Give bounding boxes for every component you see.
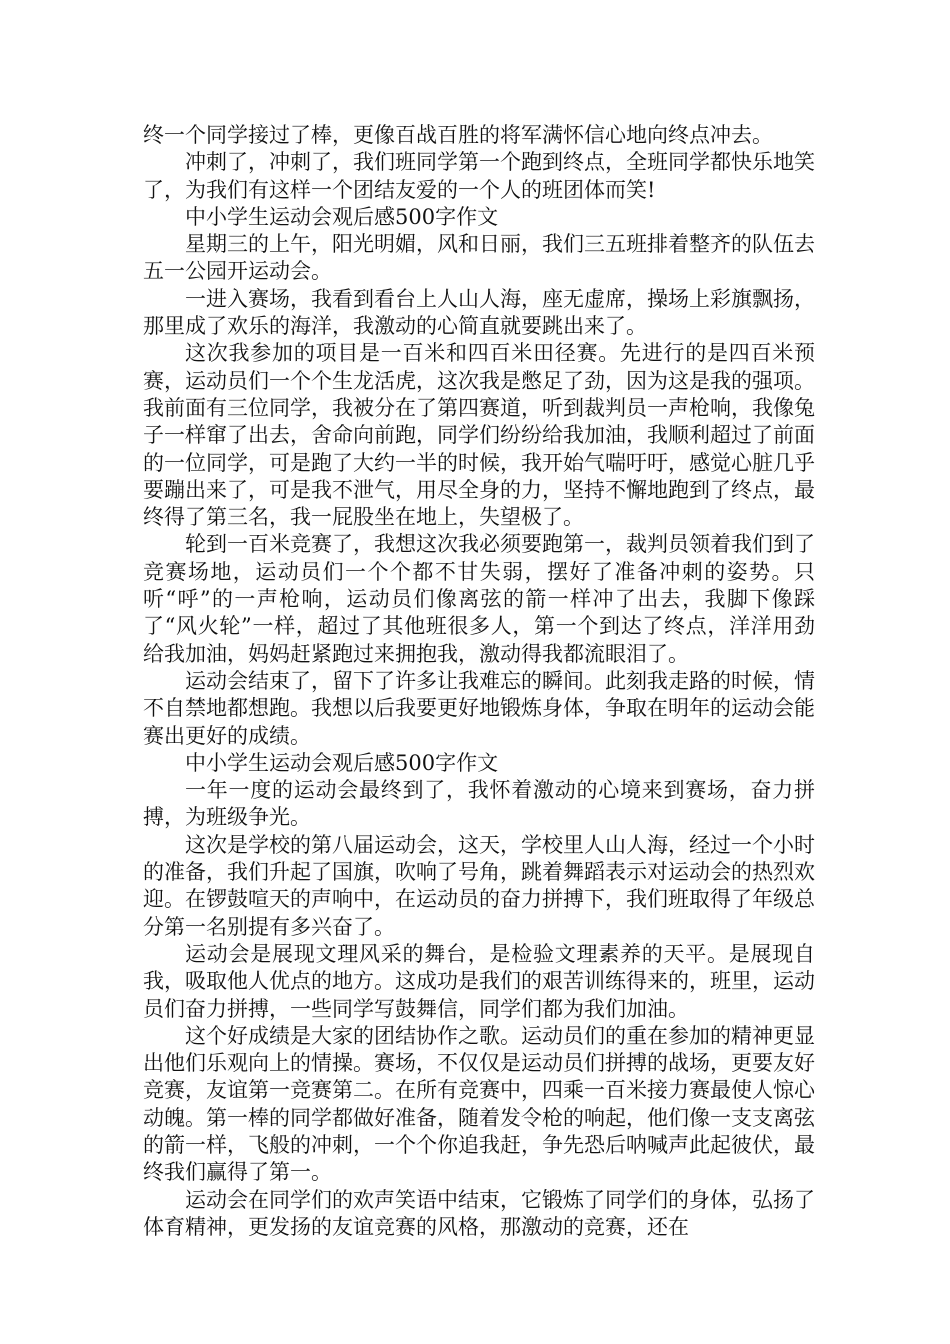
paragraph: 冲刺了，冲刺了，我们班同学第一个跑到终点，全班同学都快乐地笑了，为我们有这样一个团结友爱的一个人的班团体而笑! <box>143 150 815 202</box>
paragraph: 一进入赛场，我看到看台上人山人海，座无虚席，操场上彩旗飘扬，那里成了欢乐的海洋，我激动的心简直就要跳出来了。 <box>143 286 815 339</box>
paragraph: 星期三的上午，阳光明媚，风和日丽，我们三五班排着整齐的队伍去五一公园开运动会。 <box>143 232 815 284</box>
paragraph: 运动会是展现文理风采的舞台，是检验文理素养的天平。是展现自我，吸取他人优点的地方。这成功是我们的艰苦训练得来的，班里，运动员们奋力拼搏，一些同学写鼓舞信，同学们都为我们加油。 <box>143 941 815 1021</box>
paragraph: 运动会在同学们的欢声笑语中结束，它锻炼了同学们的身体，弘扬了体育精神，更发扬的友谊竞赛的风格，那激动的竞赛，还在 <box>143 1187 815 1239</box>
paragraph: 这个好成绩是大家的团结协作之歌。运动员们的重在参加的精神更显出他们乐观向上的情操。赛场，不仅仅是运动员们拼搏的战场，更要友好竞赛，友谊第一竞赛第二。在所有竞赛中，四乘一百米接力赛最使人惊心动魄。第一棒的同学都做好准备，随着发令枪的响起，他们像一支支离弦的箭一样，飞般的冲刺，一个个你追我赶，争先恐后呐喊声此起彼伏，最终我们赢得了第一。 <box>143 1023 815 1185</box>
paragraph: 终一个同学接过了棒，更像百战百胜的将军满怀信心地向终点冲去。 <box>143 123 773 147</box>
document-body <box>143 122 815 1241</box>
paragraph: 这次是学校的第八届运动会，这天，学校里人山人海，经过一个小时的准备，我们升起了国旗，吹响了号角，跳着舞蹈表示对运动会的热烈欢迎。在锣鼓喧天的声响中，在运动员的奋力拼搏下，我们班取得了年级总分第一名别提有多兴奋了。 <box>143 832 815 939</box>
paragraph: 运动会结束了，留下了许多让我难忘的瞬间。此刻我走路的时候，情不自禁地都想跑。我想以后我要更好地锻炼身体，争取在明年的运动会能赛出更好的成绩。 <box>143 668 815 748</box>
section-heading: 中小学生运动会观后感500字作文 <box>185 750 499 775</box>
paragraph: 这次我参加的项目是一百米和四百米田径赛。先进行的是四百米预赛，运动员们一个个生龙活虎，这次我是憋足了劲，因为这是我的强项。我前面有三位同学，我被分在了第四赛道，听到裁判员一声枪响，我像兔子一样窜了出去，舍命向前跑，同学们纷纷给我加油，我顺利超过了前面的一位同学，可是跑了大约一半的时候，我开始气喘吁吁，感觉心脏几乎要蹦出来了，可是我不泄气，用尽全身的力，坚持不懈地跑到了终点，最终得了第三名，我一屁股坐在地上，失望极了。 <box>143 341 815 530</box>
paragraph: 轮到一百米竞赛了，我想这次我必须要跑第一，裁判员领着我们到了竞赛场地，运动员们一个个都不甘失弱，摆好了准备冲刺的姿势。只听“呼”的一声枪响，运动员们像离弦的箭一样冲了出去，我脚下像踩了“风火轮”一样，超过了其他班很多人，第一个到达了终点，洋洋用劲给我加油，妈妈赶紧跑过来拥抱我，激动得我都流眼泪了。 <box>143 532 815 666</box>
paragraph: 一年一度的运动会最终到了，我怀着激动的心境来到赛场，奋力拼搏，为班级争光。 <box>143 778 815 830</box>
section-heading: 中小学生运动会观后感500字作文 <box>185 204 499 229</box>
